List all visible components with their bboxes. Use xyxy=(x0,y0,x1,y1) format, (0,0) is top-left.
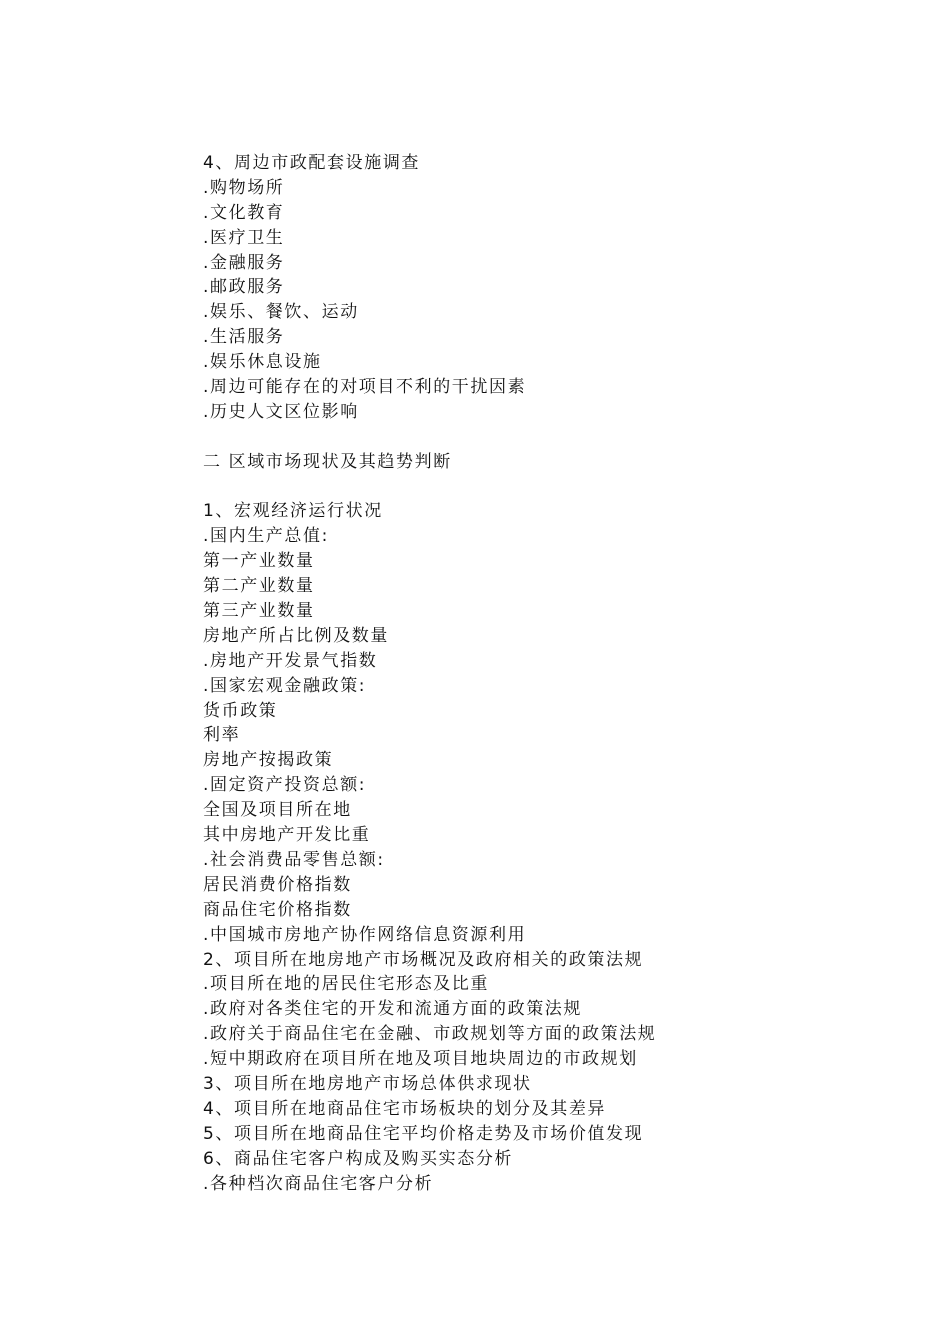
text-line: .周边可能存在的对项目不利的干扰因素 xyxy=(203,377,527,398)
text-line: 5、项目所在地商品住宅平均价格走势及市场价值发现 xyxy=(203,1123,644,1144)
text-line: .房地产开发景气指数 xyxy=(203,650,378,671)
document-body xyxy=(203,151,903,1196)
text-line: 第二产业数量 xyxy=(203,576,315,597)
text-line: .娱乐休息设施 xyxy=(203,352,322,373)
text-line: 房地产按揭政策 xyxy=(203,750,334,771)
text-line: .邮政服务 xyxy=(203,277,285,298)
text-line: 全国及项目所在地 xyxy=(203,800,352,821)
section-heading: 二 区域市场现状及其趋势判断 xyxy=(203,451,452,472)
text-line: 1、宏观经济运行状况 xyxy=(203,501,383,522)
text-line: .短中期政府在项目所在地及项目地块周边的市政规划 xyxy=(203,1049,638,1070)
text-line: .各种档次商品住宅客户分析 xyxy=(203,1173,434,1194)
text-line: 4、项目所在地商品住宅市场板块的划分及其差异 xyxy=(203,1098,607,1119)
text-line: .娱乐、餐饮、运动 xyxy=(203,302,359,323)
text-line: 商品住宅价格指数 xyxy=(203,899,352,920)
text-line: 6、商品住宅客户构成及购买实态分析 xyxy=(203,1148,514,1169)
blank-line xyxy=(203,475,903,500)
text-line: 4、周边市政配套设施调查 xyxy=(203,153,421,173)
text-line: .金融服务 xyxy=(203,252,285,273)
text-line: .政府关于商品住宅在金融、市政规划等方面的政策法规 xyxy=(203,1024,657,1045)
text-line: .中国城市房地产协作网络信息资源利用 xyxy=(203,924,527,945)
blank-line xyxy=(203,425,903,450)
text-line: .国内生产总值: xyxy=(203,526,329,547)
text-line: 2、项目所在地房地产市场概况及政府相关的政策法规 xyxy=(203,949,644,970)
text-line: .生活服务 xyxy=(203,327,285,348)
text-line: 3、项目所在地房地产市场总体供求现状 xyxy=(203,1073,532,1094)
text-line: .医疗卫生 xyxy=(203,227,285,248)
text-line: .社会消费品零售总额: xyxy=(203,849,385,870)
text-line: 居民消费价格指数 xyxy=(203,874,352,895)
text-line: 第一产业数量 xyxy=(203,551,315,572)
text-line: 第三产业数量 xyxy=(203,601,315,622)
text-line: 房地产所占比例及数量 xyxy=(203,625,389,646)
text-line: .政府对各类住宅的开发和流通方面的政策法规 xyxy=(203,999,583,1020)
text-line: 利率 xyxy=(203,725,241,746)
text-line: .文化教育 xyxy=(203,202,285,223)
text-line: .固定资产投资总额: xyxy=(203,775,367,796)
text-line: .购物场所 xyxy=(203,177,285,198)
text-line: .国家宏观金融政策: xyxy=(203,675,367,696)
text-line: 其中房地产开发比重 xyxy=(203,825,371,846)
text-line: .项目所在地的居民住宅形态及比重 xyxy=(203,974,490,995)
text-line: .历史人文区位影响 xyxy=(203,401,359,422)
text-line: 货币政策 xyxy=(203,700,278,721)
